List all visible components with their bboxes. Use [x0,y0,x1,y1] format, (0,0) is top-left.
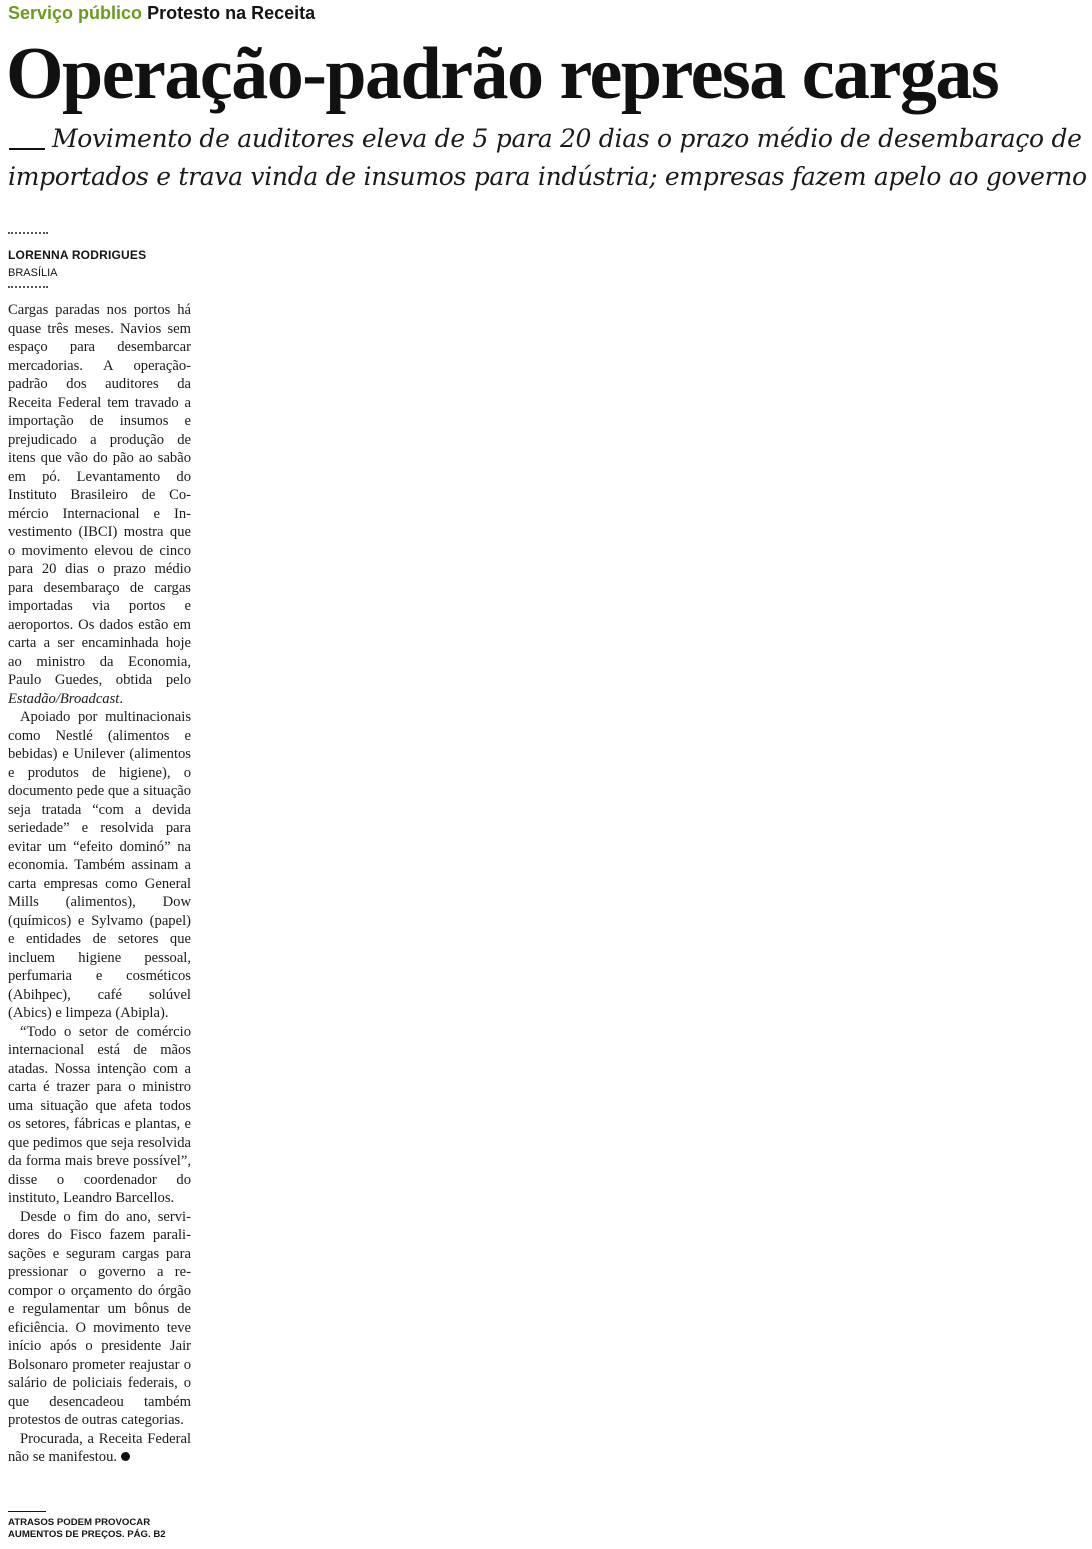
byline-place: BRASÍLIA [8,267,58,279]
see-also-rule [8,1511,46,1512]
paragraph-1-end: . [119,690,123,707]
paragraph-4: Desde o fim do ano, servidores do Fisco fazem paralisações e seguram cargas para pressionar o governo a recompor o orçamento do órgão e regulamentar um bônus de eficiência. O movimento teve início após o presidente Jair Bolsonaro prometer reajustar o salário de policiais federais, o que desencadeou também protestos de outras categorias. [8,1208,191,1428]
deck-subtitle: Movimento de auditores eleva de 5 para 20 dias o prazo médio de desembaraço de importados e trava vinda de insumos para indústria; empresas fazem apelo ao governo [8,124,1087,191]
article-body [8,301,191,1467]
topic-label: Protesto na Receita [147,3,316,23]
paragraph-5 [8,1430,191,1467]
end-mark-icon [121,1452,130,1461]
byline-divider-top [8,232,48,234]
section-label: Serviço público [8,3,143,23]
see-also-reference: ATRASOS PODEM PROVOCAR AUMENTOS DE PREÇOS. PÁG. B2 [8,1517,166,1540]
paragraph-1 [8,301,191,708]
paragraph-2: Apoiado por multinacionais como Nestlé (alimentos e bebidas) e Unilever (alimentos e produtos de higiene), o documento pede que a situação seja tratada “com a devida seriedade” e resolvida para evitar um “efeito dominó” na economia. Também assinam a carta empresas como General Mills (alimentos), Dow (químicos) e Sylvamo (papel) e entidades de setores que incluem higiene pessoal, perfumaria e cosméticos (Abihpec), café solúvel (Abics) e limpeza (Abipla). [8,709,191,1021]
headline: Operação-padrão represa cargas [6,33,999,115]
source-name: Estadão/Broadcast [8,690,120,707]
paragraph-3: “Todo o setor de comércio internacional está de mãos atadas. Nossa intenção com a carta é trazer para o ministro uma situação que afeta todos os setores, fábricas e plantas, e que pedimos que seja resolvida da forma mais breve possível”, disse o coordenador do instituto, Leandro Barcellos. [8,1023,191,1206]
kicker [8,2,315,24]
byline-divider-bottom [8,286,48,288]
byline-author: LORENNA RODRIGUES [8,248,147,262]
paragraph-1-text: Cargas paradas nos portos há quase três meses. Navios sem espaço para desembarcar mercadorias. A operação-padrão dos auditores da Receita Federal tem travado a importação de insumos e prejudicado a produção de itens que vão do pão ao sabão em pó. Levantamento do Instituto Brasileiro de Comércio Internacional e Investimento (IBCI) mostra que o movimento elevou de cinco para 20 dias o prazo médio para desembaraço de cargas importadas via portos e aeroportos. Os dados estão em carta a ser encaminhada hoje ao ministro da Economia, Paulo Guedes, obtida pelo [8,302,191,688]
paragraph-5-text: Procurada, a Receita Federal não se manifestou. [8,1430,191,1465]
